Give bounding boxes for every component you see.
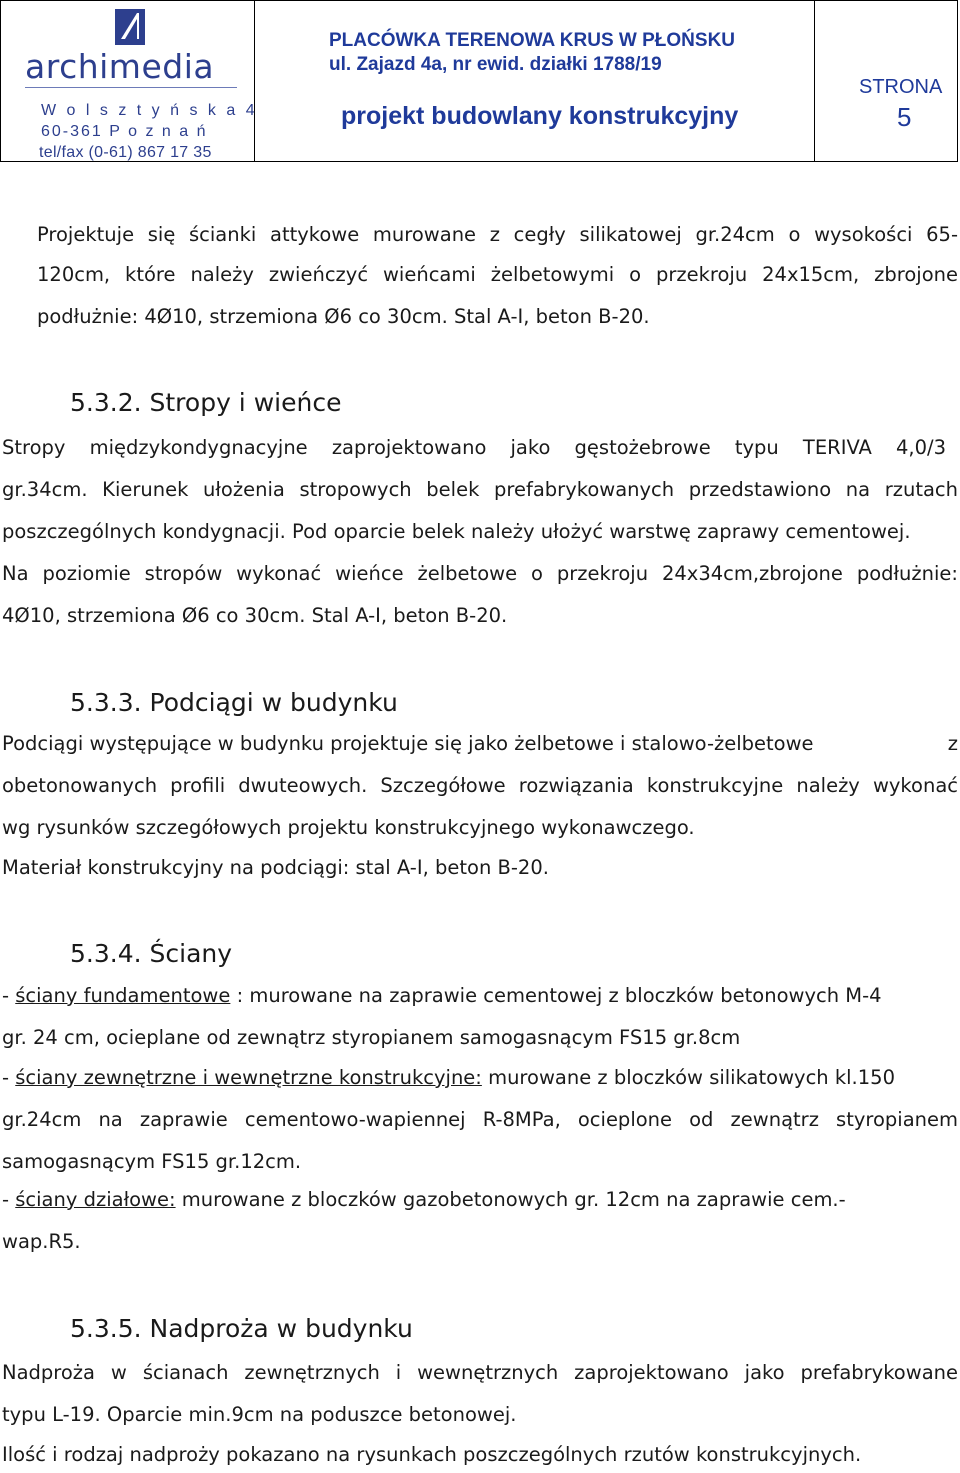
attyki-line-1: Projektuje się ścianki attykowe murowane z cegły silikatowej gr.24cm o wysokości 65-: [37, 223, 958, 246]
archimedia-logo-icon: [115, 9, 145, 45]
nadproza-line-3: Ilość i rodzaj nadproży pokazano na rysunkach poszczególnych rzutów konstrukcyjnych.: [2, 1443, 862, 1466]
project-type: projekt budowlany konstrukcyjny: [341, 102, 739, 130]
sciany-item-1-line-2: gr. 24 cm, ocieplane od zewnątrz styropianem samogasnącym FS15 gr.8cm: [2, 1026, 741, 1049]
section-heading-stropy: 5.3.2. Stropy i wieńce: [70, 388, 342, 417]
section-heading-nadproza: 5.3.5. Nadproża w budynku: [70, 1314, 413, 1343]
nadproza-line-2: typu L-19. Oparcie min.9cm na poduszce betonowej.: [2, 1403, 517, 1426]
sciany-item-3: - ściany działowe: murowane z bloczków gazobetonowych gr. 12cm na zaprawie cem.-: [2, 1188, 846, 1211]
podciagi-line-2: obetonowanych profili dwuteowych. Szczegółowe rozwiązania konstrukcyjne należy wykonać: [2, 774, 958, 797]
project-name: PLACÓWKA TERENOWA KRUS W PŁOŃSKU: [329, 30, 736, 51]
podciagi-line-1: Podciągi występujące w budynku projektuje się jako żelbetowe i stalowo-żelbetowe z: [2, 732, 958, 755]
page-number: 5: [897, 102, 912, 132]
attyki-line-3: podłużnie: 4Ø10, strzemiona Ø6 co 30cm. Stal A-I, beton B-20.: [37, 305, 650, 328]
company-phone: tel/fax (0-61) 867 17 35: [39, 144, 212, 161]
stropy-line-1: Stropy międzykondygnacyjne zaprojektowano jako gęstożebrowe typu TERIVA 4,0/3: [2, 436, 946, 459]
podciagi-line-4: Materiał konstrukcyjny na podciągi: stal A-I, beton B-20.: [2, 856, 549, 879]
attyki-line-2: 120cm, które należy zwieńczyć wieńcami żelbetowymi o przekroju 24x15cm, zbrojone: [37, 263, 958, 286]
stropy-line-4: Na poziomie stropów wykonać wieńce żelbetowe o przekroju 24x34cm,zbrojone podłużnie:: [2, 562, 958, 585]
sciany-item-3-line-2: wap.R5.: [2, 1230, 81, 1253]
stropy-line-3: poszczególnych kondygnacji. Pod oparcie belek należy ułożyć warstwę zaprawy cementowej.: [2, 520, 911, 543]
nadproza-line-1: Nadproża w ścianach zewnętrznych i wewnętrznych zaprojektowano jako prefabrykowane: [2, 1361, 958, 1384]
page-header: [0, 0, 958, 162]
page-label: STRONA: [859, 76, 943, 98]
sciany-item-1: - ściany fundamentowe : murowane na zaprawie cementowej z bloczków betonowych M-4: [2, 984, 882, 1007]
podciagi-line-3: wg rysunków szczegółowych projektu konstrukcyjnego wykonawczego.: [2, 816, 695, 839]
sciany-item-2-line-3: samogasnącym FS15 gr.12cm.: [2, 1150, 302, 1173]
page-number-block: [815, 1, 959, 161]
company-block: [1, 1, 258, 161]
logo-underline: [25, 87, 237, 88]
section-heading-sciany: 5.3.4. Ściany: [70, 939, 233, 968]
project-block: [255, 1, 815, 161]
sciany-item-2-line-2: gr.24cm na zaprawie cementowo-wapiennej R-8MPa, ocieplone od zewnątrz styropianem: [2, 1108, 958, 1131]
stropy-line-5: 4Ø10, strzemiona Ø6 co 30cm. Stal A-I, beton B-20.: [2, 604, 508, 627]
project-address: ul. Zajazd 4a, nr ewid. działki 1788/19: [329, 54, 662, 75]
sciany-item-2: - ściany zewnętrzne i wewnętrzne konstrukcyjne: murowane z bloczków silikatowych kl.150: [2, 1066, 895, 1089]
company-city: 60-361 P o z n a ń: [41, 123, 208, 140]
stropy-line-2: gr.34cm. Kierunek ułożenia stropowych belek prefabrykowanych przedstawiono na rzutach: [2, 478, 958, 501]
company-name: archimedia: [25, 47, 215, 86]
company-street: W o l s z t y ń s k a 4: [41, 102, 258, 119]
section-heading-podciagi: 5.3.3. Podciągi w budynku: [70, 688, 398, 717]
